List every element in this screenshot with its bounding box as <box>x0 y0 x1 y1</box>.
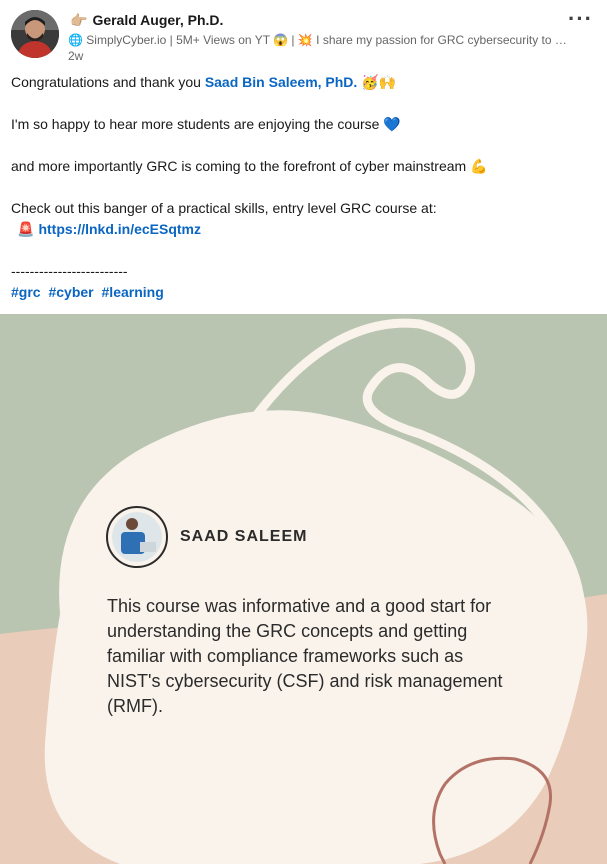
more-options-button[interactable]: ··· <box>568 6 593 31</box>
post-line-link <box>11 219 596 240</box>
post-body <box>11 72 596 303</box>
siren-icon: 🚨 <box>17 221 35 237</box>
congrats-text: Congratulations and thank you <box>11 74 205 90</box>
hashtags <box>11 282 596 303</box>
avatar-photo <box>11 10 59 58</box>
author-name[interactable]: Gerald Auger, Ph.D. <box>92 12 224 28</box>
reviewer-name: SAAD SALEEM <box>180 528 308 545</box>
celebrate-emoji: 🥳🙌 <box>357 74 397 90</box>
testimonial-card-graphic <box>0 314 607 864</box>
post-line-congrats <box>11 72 596 93</box>
post-line-students: I'm so happy to hear more students are enjoying the course 💙 <box>11 116 401 132</box>
post-line-grc: and more importantly GRC is coming to the forefront of cyber mainstream 💪 <box>11 158 488 174</box>
course-link[interactable]: https://lnkd.in/ecESqtmz <box>38 221 202 237</box>
author-headline: 🌐 SimplyCyber.io | 5M+ Views on YT 😱 | 💥 I share my passion for GRC cybersecurity to … <box>68 33 567 47</box>
post-header <box>0 0 607 70</box>
post-line-course: Check out this banger of a practical skills, entry level GRC course at: <box>11 200 437 216</box>
post-timestamp: 2w <box>68 49 84 63</box>
post-image[interactable] <box>0 314 607 864</box>
hashtag-cyber[interactable]: #cyber <box>48 284 94 300</box>
author-name-line[interactable] <box>70 12 223 29</box>
author-avatar[interactable] <box>11 10 59 58</box>
mention-link[interactable]: Saad Bin Saleem, PhD. <box>204 74 358 90</box>
hashtag-grc[interactable]: #grc <box>11 284 41 300</box>
post-divider: ------------------------- <box>11 263 128 279</box>
testimonial-quote: This course was informative and a good start for understanding the GRC concepts and getting familiar with compliance frameworks such as NIST's cybersecurity (CSF) and risk management (RMF). <box>107 596 503 716</box>
pointing-hand-icon: 👉🏼 <box>70 12 88 28</box>
hashtag-learning[interactable]: #learning <box>101 284 164 300</box>
